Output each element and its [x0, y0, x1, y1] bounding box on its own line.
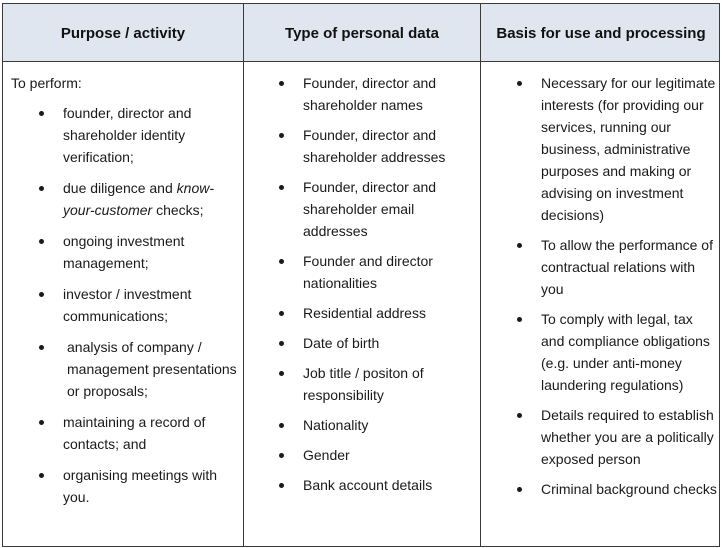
list-item: analysis of company / management presentations or proposals;: [11, 336, 241, 402]
purpose-list: [11, 102, 241, 508]
purpose-column: [11, 62, 241, 546]
list-item-text: checks;: [156, 202, 204, 218]
data-type-column: [253, 62, 481, 546]
basis-column: [491, 62, 719, 546]
list-item: ongoing investment management;: [11, 230, 241, 274]
list-item: Founder and director nationalities: [253, 250, 481, 294]
list-item: Gender: [253, 444, 481, 466]
header-purpose: Purpose / activity: [60, 24, 186, 42]
list-item: Necessary for our legitimate interests (for providing our services, running our business, administrative purposes and making or advising on investment decisions): [491, 72, 719, 226]
list-item: Residential address: [253, 302, 481, 324]
list-item: maintaining a record of contacts; and: [11, 411, 241, 455]
purpose-intro: To perform:: [11, 75, 82, 91]
privacy-table: [2, 3, 720, 547]
list-item: Founder, director and shareholder addresses: [253, 124, 481, 168]
list-item-emphasis: know-your-customer: [63, 180, 215, 218]
header-data-type: Type of personal data: [285, 24, 439, 42]
list-item: Nationality: [253, 414, 481, 436]
data-type-list: [253, 72, 481, 496]
list-item: Founder, director and shareholder email addresses: [253, 176, 481, 242]
header-basis: Basis for use and processing: [496, 24, 706, 42]
list-item: organising meetings with you.: [11, 464, 241, 508]
list-item: investor / investment communications;: [11, 283, 241, 327]
list-item: [11, 177, 241, 221]
basis-list: [491, 72, 719, 500]
column-divider: [243, 4, 244, 546]
list-item: To comply with legal, tax and compliance obligations (e.g. under anti-money laundering regulations): [491, 308, 719, 396]
list-item: Date of birth: [253, 332, 481, 354]
list-item: To allow the performance of contractual relations with you: [491, 234, 719, 300]
list-item: Job title / positon of responsibility: [253, 362, 481, 406]
list-item: Bank account details: [253, 474, 481, 496]
list-item: Founder, director and shareholder names: [253, 72, 481, 116]
list-item-text: due diligence and: [63, 180, 173, 196]
list-item: Criminal background checks: [491, 478, 719, 500]
list-item: Details required to establish whether you are a politically exposed person: [491, 404, 719, 470]
list-item: founder, director and shareholder identity verification;: [11, 102, 241, 168]
table-header-row: [3, 4, 719, 62]
